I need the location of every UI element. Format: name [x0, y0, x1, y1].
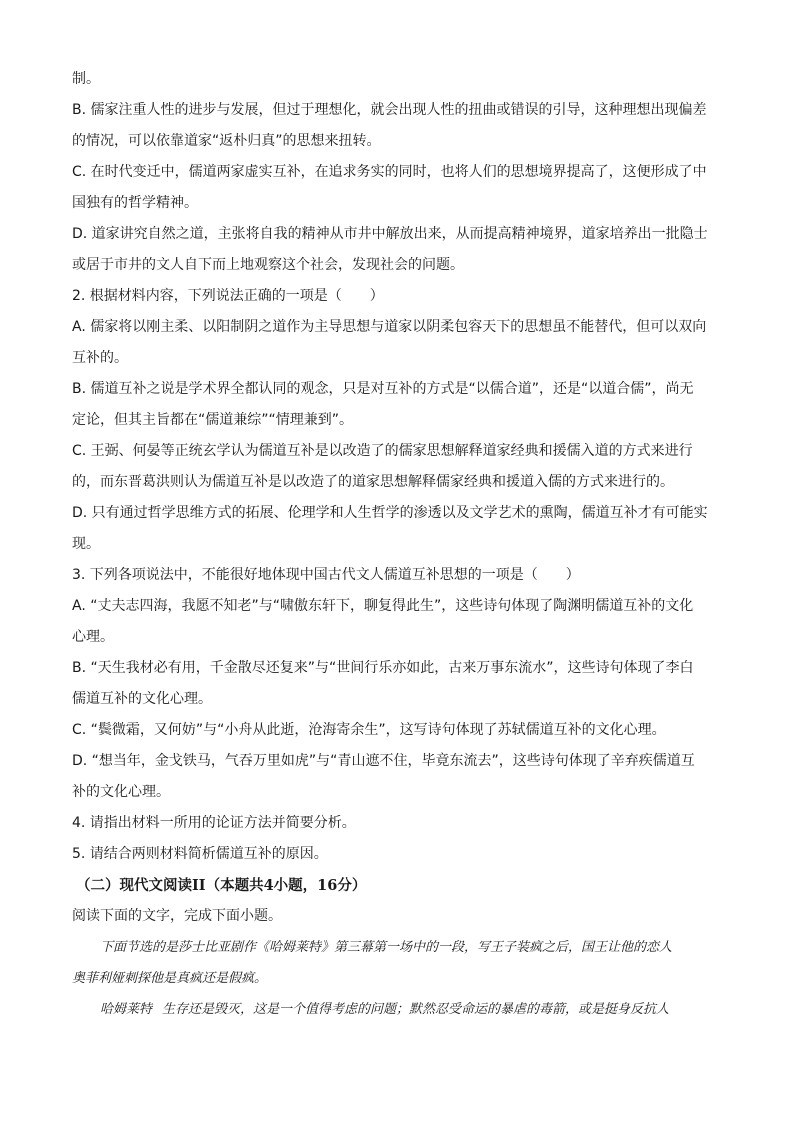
option-d-line: D. “想当年，金戈铁马，气吞万里如虎”与“青山遮不住，毕竟东流去”，这些诗句体现了辛弃疾儒道互 — [72, 753, 695, 769]
document-body — [72, 64, 722, 1025]
text-line: 互补的。 — [72, 350, 128, 366]
instruction: 阅读下面的文字，完成下面小题。 — [72, 908, 282, 924]
option-a-line: A. 儒家将以刚主柔、以阳制阴之道作为主导思想与道家以阴柔包容天下的思想虽不能替代，但可以双向 — [72, 319, 707, 335]
dialogue-line — [72, 994, 722, 1025]
intro-line: 下面节选的是莎士比亚剧作《哈姆莱特》第三幕第一场中的一段，写王子装疯之后，国王让他的恋人 — [100, 940, 673, 955]
text-line: 的，而东晋葛洪则认为儒道互补是以改造了的道家思想解释儒家经典和援道入儒的方式来进行的。 — [72, 474, 674, 490]
text-line: 心理。 — [72, 629, 114, 645]
option-b-line: B. “天生我材必有用，千金散尽还复来”与“世间行乐亦如此，古来万事东流水”，这些诗句体现了李白 — [72, 660, 694, 676]
section-heading: （二）现代文阅读II（本题共4小题，16分） — [76, 877, 367, 894]
text-line: 国独有的哲学精神。 — [72, 195, 198, 211]
text-line: 的情况，可以依靠道家“返朴归真”的思想来扭转。 — [72, 133, 381, 149]
option-c-line: C. “鬓微霜，又何妨”与“小舟从此逝，沧海寄余生”，这写诗句体现了苏轼儒道互补的文化心理。 — [72, 722, 666, 738]
question-5: 5. 请结合两则材料简析儒道互补的原因。 — [72, 846, 328, 862]
text-line: 现。 — [72, 536, 100, 552]
option-a-line: A. “丈夫志四海，我愿不知老”与“啸傲东轩下，聊复得此生”，这些诗句体现了陶渊明儒道互补的文化 — [72, 598, 694, 614]
option-d-line: D. 只有通过哲学思维方式的拓展、伦理学和人生哲学的渗透以及文学艺术的熏陶，儒道互补才有可能实 — [72, 505, 708, 521]
question-2: 2. 根据材料内容，下列说法正确的一项是（ ） — [72, 288, 384, 304]
intro-line: 奥菲利娅刺探他是真疯还是假疯。 — [72, 971, 268, 986]
option-d-line: D. 道家讲究自然之道，主张将自我的精神从市井中解放出来，从而提高精神境界，道家培养出一批隐士 — [72, 226, 708, 242]
text-line: 儒道互补的文化心理。 — [72, 691, 212, 707]
dialogue-text: 生存还是毁灭，这是一个值得考虑的问题；默然忍受命运的暴虐的毒箭，或是挺身反抗人 — [162, 1002, 670, 1017]
option-b-line: B. 儒道互补之说是学术界全都认同的观念，只是对互补的方式是“以儒合道”，还是“以道合儒”，尚无 — [72, 381, 694, 397]
option-c-line: C. 在时代变迁中，儒道两家虚实互补，在追求务实的同时，也将人们的思想境界提高了，这便形成了中 — [72, 164, 707, 180]
text-line: 补的文化心理。 — [72, 784, 170, 800]
speaker-name: 哈姆莱特 — [100, 1002, 153, 1017]
text-line: 定论，但其主旨都在“儒道兼综”“情理兼到”。 — [72, 412, 354, 428]
question-3: 3. 下列各项说法中，不能很好地体现中国古代文人儒道互补思想的一项是（ ） — [72, 567, 580, 583]
text-line: 或居于市井的文人自下而上地观察这个社会，发现社会的问题。 — [72, 257, 464, 273]
text-line: 制。 — [72, 71, 100, 87]
option-b-line: B. 儒家注重人性的进步与发展，但过于理想化，就会出现人性的扭曲或错误的引导，这种理想出现偏差 — [72, 102, 707, 118]
option-c-line: C. 王弼、何晏等正统玄学认为儒道互补是以改造了的儒家思想解释道家经典和援儒入道的方式来进行 — [72, 443, 693, 459]
question-4: 4. 请指出材料一所用的论证方法并简要分析。 — [72, 815, 356, 831]
